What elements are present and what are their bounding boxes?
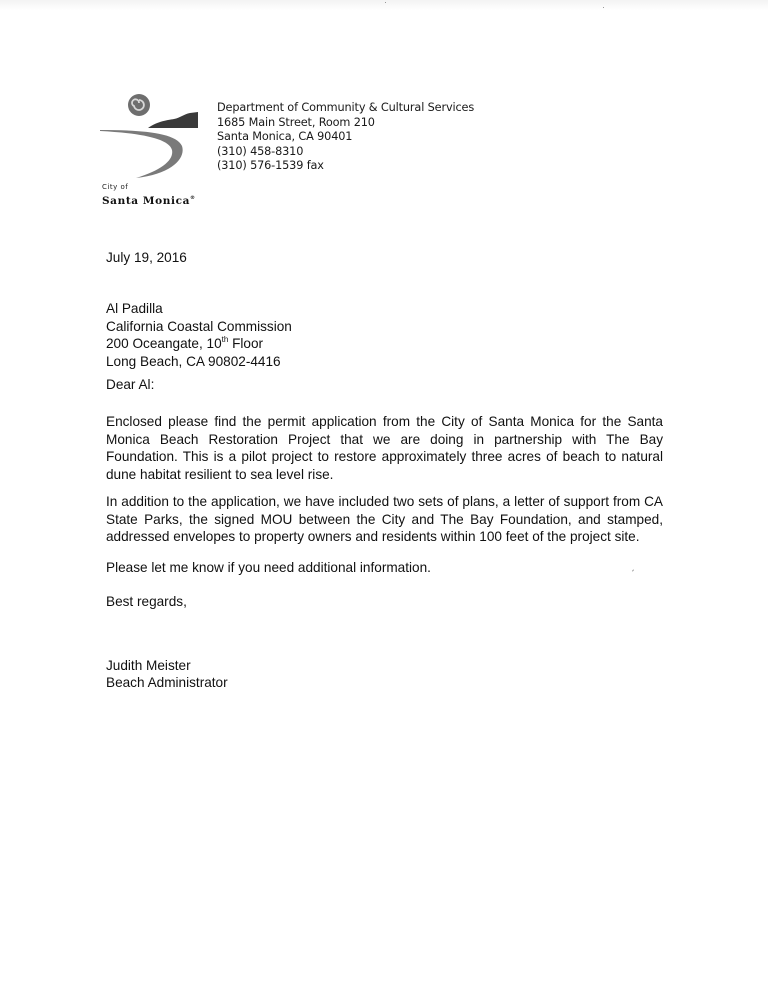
scan-speck — [385, 2, 386, 3]
body-paragraph-1: Enclosed please find the permit application from the City of Santa Monica for the Santa Monica Beach Restoration Project that we are doing in partnership with The Bay Foundation. This is a pilot project to restore approximately three acres of beach to natural dune habitat resilient to sea level rise. — [106, 414, 663, 482]
logo-caption — [102, 183, 196, 208]
department-street: 1685 Main Street, Room 210 — [217, 115, 375, 129]
logo-city-of: City of — [102, 183, 129, 191]
department-fax: (310) 576-1539 fax — [217, 159, 324, 173]
recipient-address-line1 — [106, 335, 292, 353]
registered-mark: ® — [189, 195, 196, 201]
signature-block — [106, 657, 228, 691]
signer-name: Judith Meister — [106, 658, 191, 673]
ordinal-suffix: th — [221, 335, 229, 345]
body-paragraph-2: In addition to the application, we have included two sets of plans, a letter of support from CA State Parks, the signed MOU between the City and The Bay Foundation, and stamped, addressed envelopes to property owners and residents within 100 feet of the project site. — [106, 494, 663, 544]
scan-speck — [603, 7, 604, 8]
recipient-name: Al Padilla — [106, 301, 163, 316]
signer-title: Beach Administrator — [106, 675, 228, 690]
recipient-address — [106, 300, 292, 370]
closing: Best regards, — [106, 594, 187, 609]
logo-city-name-text: Santa Monica — [102, 195, 190, 207]
department-address-block — [217, 101, 474, 174]
letter-date: July 19, 2016 — [106, 250, 187, 265]
body-paragraph-3: Please let me know if you need additional information. — [106, 560, 431, 575]
logo-city-name — [102, 192, 196, 208]
recipient-address-floor: Floor — [228, 336, 264, 352]
city-of-santa-monica-logo-icon — [98, 92, 198, 184]
department-city-state-zip: Santa Monica, CA 90401 — [217, 130, 353, 144]
recipient-organization: California Coastal Commission — [106, 318, 292, 334]
department-phone: (310) 458-8310 — [217, 144, 304, 158]
department-name: Department of Community & Cultural Services — [217, 101, 475, 114]
recipient-address-street: 200 Oceangate, 10 — [106, 336, 222, 352]
recipient-address-line2: Long Beach, CA 90802-4416 — [106, 353, 281, 369]
salutation: Dear Al: — [106, 377, 155, 392]
